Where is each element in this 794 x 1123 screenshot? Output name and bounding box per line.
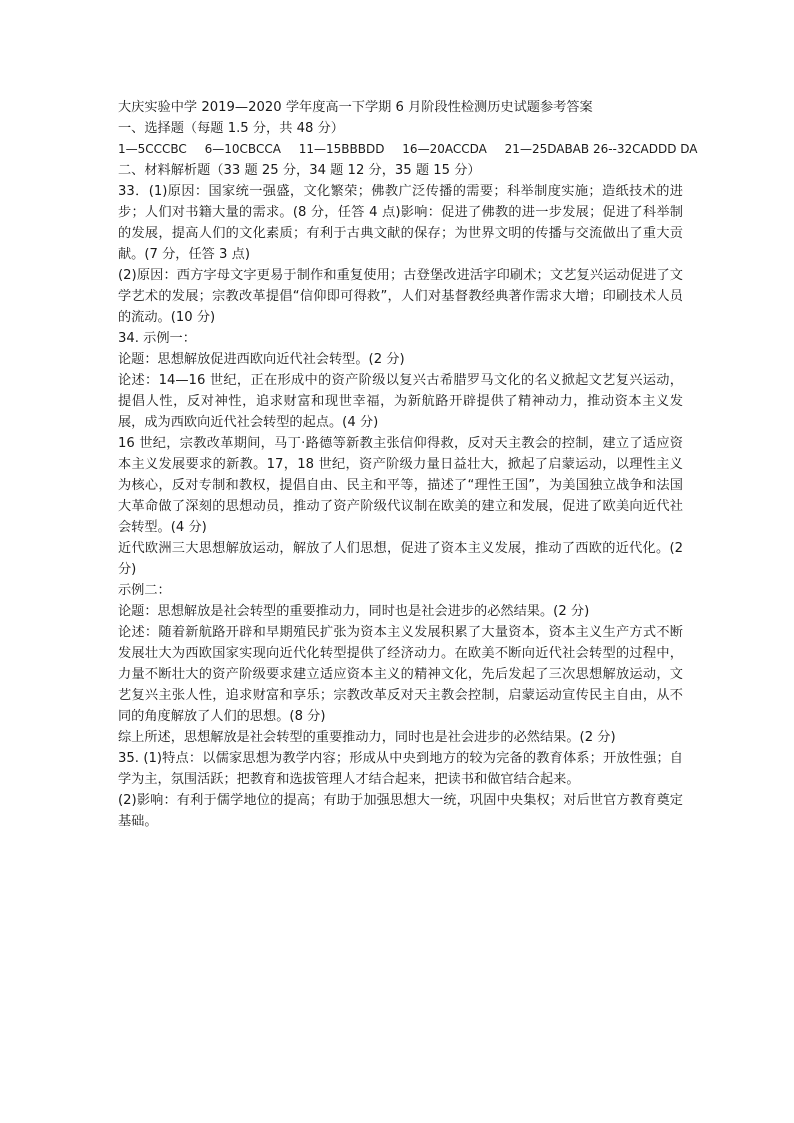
answer-group: 1—5CCCBC xyxy=(118,142,187,156)
multiple-choice-answers xyxy=(118,139,698,160)
answer-group: 6—10CBCCA xyxy=(204,142,281,156)
q34-example2-conclusion: 综上所述，思想解放是社会转型的重要推动力，同时也是社会进步的必然结果。(2 分) xyxy=(118,730,616,745)
q34-example2-label: 示例二： xyxy=(118,583,171,598)
q34-example1-argument2: 16 世纪，宗教改革期间，马丁·路德等新教主张信仰得救，反对天主教会的控制，建立了适应资本主义发展要求的新教。17，18 世纪，资产阶级力量日益壮大，掀起了启蒙运动，以理性主义为核心，反对专制和教权，提倡自由、民主和平等，描述了“理性王国”，为美国独立战争和法国大革命做了深刻的思想动员，推动了资产阶级代议制在欧美的建立和发展，促进了欧美向近代社会转型。(4 分) xyxy=(118,436,683,535)
q34-example2-argument: 论述：随着新航路开辟和早期殖民扩张为资本主义发展积累了大量资本，资本主义生产方式不断发展壮大为西欧国家实现向近代化转型提供了经济动力。在欧美不断向近代社会转型的过程中，力量不断壮大的资产阶级要求建立适应资本主义的精神文化，先后发起了三次思想解放运动，文艺复兴主张人性，追求财富和享乐；宗教改革反对天主教会控制，启蒙运动宣传民主自由，从不同的角度解放了人们的思想。(8 分) xyxy=(118,625,683,724)
q34-example1-thesis: 论题：思想解放促进西欧向近代社会转型。(2 分) xyxy=(118,352,405,367)
q33-part2: (2)原因：西方字母文字更易于制作和重复使用；古登堡改进活字印刷术；文艺复兴运动促进了文学艺术的发展；宗教改革提倡“信仰即可得救”，人们对基督教经典著作需求大增；印刷技术人员的流动。(10 分) xyxy=(118,268,683,325)
section-heading-material-analysis: 二、材料解析题（33 题 25 分，34 题 12 分，35 题 15 分） xyxy=(118,163,481,178)
document-title: 大庆实验中学 2019—2020 学年度高一下学期 6 月阶段性检测历史试题参考答案 xyxy=(118,100,593,115)
section-heading-multiple-choice: 一、选择题（每题 1.5 分，共 48 分） xyxy=(118,121,344,136)
q34-example1-label: 34. 示例一： xyxy=(118,331,196,346)
q35-part2: (2)影响：有利于儒学地位的提高；有助于加强思想大一统，巩固中央集权；对后世官方教育奠定基础。 xyxy=(118,793,683,829)
answer-group: 21—25DABAB 26--32CADDD DA xyxy=(504,142,698,156)
q34-example1-argument1: 论述：14—16 世纪，正在形成中的资产阶级以复兴古希腊罗马文化的名义掀起文艺复兴运动，提倡人性，反对神性，追求财富和现世幸福，为新航路开辟提供了精神动力，推动资本主义发展，成为西欧向近代社会转型的起点。(4 分) xyxy=(118,373,683,430)
q34-example2-thesis: 论题：思想解放是社会转型的重要推动力，同时也是社会进步的必然结果。(2 分) xyxy=(118,604,590,619)
answer-group: 16—20ACCDA xyxy=(402,142,487,156)
answer-key-body xyxy=(118,97,698,832)
q34-example1-conclusion: 近代欧洲三大思想解放运动，解放了人们思想，促进了资本主义发展，推动了西欧的近代化。(2 分) xyxy=(118,541,683,577)
q35-part1: 35. (1)特点：以儒家思想为教学内容；形成从中央到地方的较为完备的教育体系；开放性强；自学为主，氛围活跃；把教育和选拔管理人才结合起来，把读书和做官结合起来。 xyxy=(118,751,683,787)
answer-group: 11—15BBBDD xyxy=(298,142,385,156)
q33-part1: 33．(1)原因：国家统一强盛，文化繁荣；佛教广泛传播的需要；科举制度实施；造纸技术的进步；人们对书籍大量的需求。(8 分，任答 4 点)影响：促进了佛教的进一步发展；促进了科举制的发展，提高人们的文化素质；有利于古典文献的保存；为世界文明的传播与交流做出了重大贡献。(7 分，任答 3 点) xyxy=(118,184,683,262)
